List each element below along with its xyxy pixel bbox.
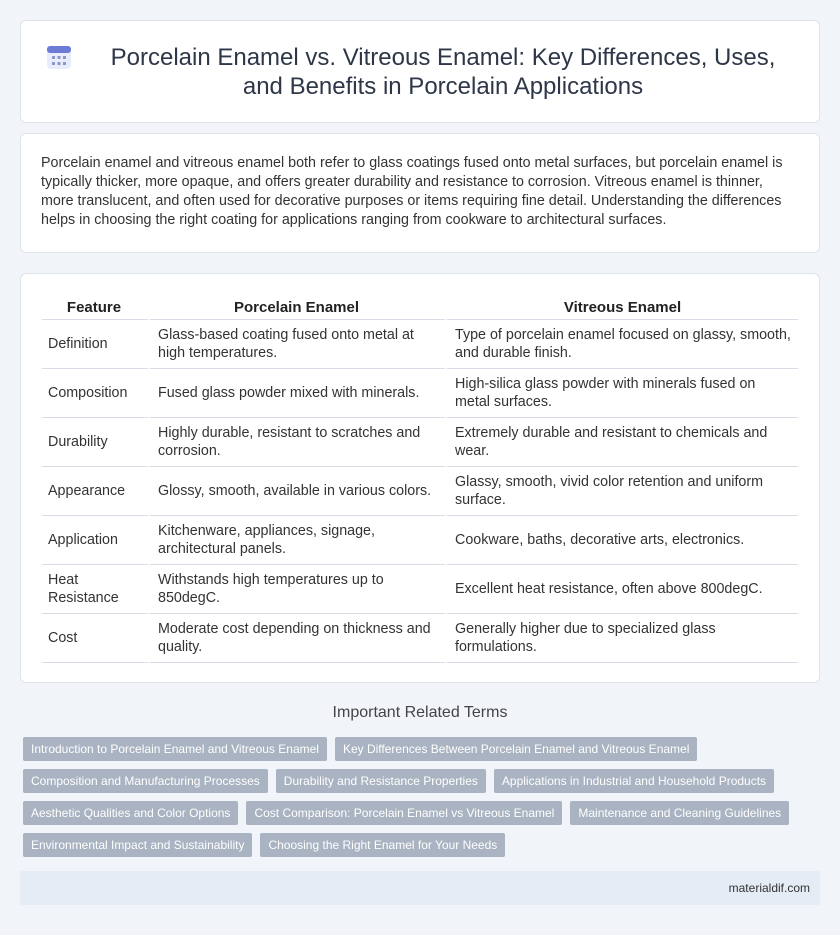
feature-cell: Appearance [42, 467, 150, 516]
related-term-link[interactable]: Cost Comparison: Porcelain Enamel vs Vitreous Enamel [246, 801, 562, 825]
porcelain-cell: Kitchenware, appliances, signage, architectural panels. [150, 516, 447, 565]
porcelain-cell: Withstands high temperatures up to 850degC. [150, 565, 447, 614]
feature-cell: Durability [42, 418, 150, 467]
related-terms-heading: Important Related Terms [332, 704, 508, 721]
table-row [42, 516, 798, 565]
header-vitreous-enamel: Vitreous Enamel [447, 296, 798, 320]
title-card [20, 20, 820, 123]
porcelain-cell: Highly durable, resistant to scratches and corrosion. [150, 418, 447, 467]
related-term-link[interactable]: Composition and Manufacturing Processes [23, 769, 268, 793]
table-row [42, 467, 798, 516]
related-term-link[interactable]: Applications in Industrial and Household Products [494, 769, 774, 793]
porcelain-cell: Moderate cost depending on thickness and quality. [150, 614, 447, 663]
table-row [42, 320, 798, 369]
vitreous-cell: High-silica glass powder with minerals fused on metal surfaces. [447, 369, 798, 418]
header-feature: Feature [42, 296, 150, 320]
feature-cell: Heat Resistance [42, 565, 150, 614]
table-row [42, 565, 798, 614]
footer-site-link[interactable]: materialdif.com [728, 881, 810, 895]
related-term-link[interactable]: Key Differences Between Porcelain Enamel and Vitreous Enamel [335, 737, 697, 761]
feature-cell: Composition [42, 369, 150, 418]
porcelain-cell: Fused glass powder mixed with minerals. [150, 369, 447, 418]
porcelain-cell: Glass-based coating fused onto metal at high temperatures. [150, 320, 447, 369]
comparison-table [42, 296, 798, 663]
related-term-link[interactable]: Durability and Resistance Properties [276, 769, 486, 793]
table-row [42, 614, 798, 663]
calendar-icon [45, 43, 73, 71]
porcelain-cell: Glossy, smooth, available in various colors. [150, 467, 447, 516]
vitreous-cell: Extremely durable and resistant to chemicals and wear. [447, 418, 798, 467]
comparison-card [20, 273, 820, 683]
related-term-link[interactable]: Environmental Impact and Sustainability [23, 833, 252, 857]
vitreous-cell: Glassy, smooth, vivid color retention and uniform surface. [447, 467, 798, 516]
vitreous-cell: Cookware, baths, decorative arts, electronics. [447, 516, 798, 565]
table-header-row [42, 296, 798, 320]
table-row [42, 418, 798, 467]
vitreous-cell: Type of porcelain enamel focused on glassy, smooth, and durable finish. [447, 320, 798, 369]
related-term-link[interactable]: Maintenance and Cleaning Guidelines [570, 801, 789, 825]
feature-cell: Application [42, 516, 150, 565]
vitreous-cell: Generally higher due to specialized glass formulations. [447, 614, 798, 663]
intro-card [20, 133, 820, 253]
feature-cell: Definition [42, 320, 150, 369]
related-term-link[interactable]: Introduction to Porcelain Enamel and Vitreous Enamel [23, 737, 327, 761]
related-term-link[interactable]: Choosing the Right Enamel for Your Needs [260, 833, 505, 857]
related-terms-list [23, 737, 813, 857]
page-title: Porcelain Enamel vs. Vitreous Enamel: Key Differences, Uses, and Benefits in Porcelain Applications [110, 43, 776, 100]
footer [20, 871, 820, 905]
header-porcelain-enamel: Porcelain Enamel [150, 296, 447, 320]
table-row [42, 369, 798, 418]
intro-paragraph: Porcelain enamel and vitreous enamel both refer to glass coatings fused onto metal surfaces, but porcelain enamel is typically thicker, more opaque, and offers greater durability and resistance to corrosion. Vitreous enamel is thinner, more translucent, and often used for decorative purposes or items requiring fine detail. Understanding the differences helps in choosing the right coating for applications ranging from cookware to architectural surfaces. [41, 155, 783, 228]
feature-cell: Cost [42, 614, 150, 663]
vitreous-cell: Excellent heat resistance, often above 800degC. [447, 565, 798, 614]
related-term-link[interactable]: Aesthetic Qualities and Color Options [23, 801, 238, 825]
